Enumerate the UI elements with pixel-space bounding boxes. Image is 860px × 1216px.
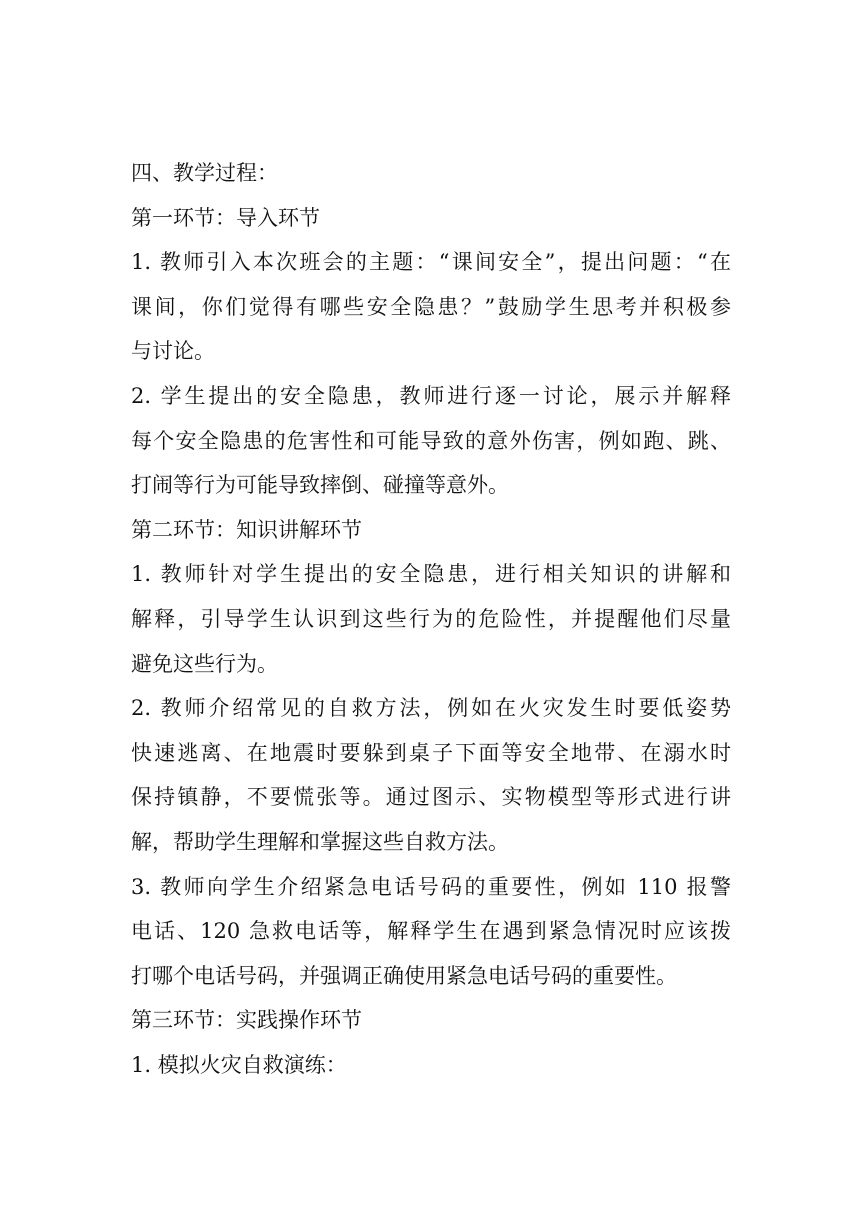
- text-line: 解释，引导学生认识到这些行为的危险性，并提醒他们尽量: [131, 606, 731, 631]
- text-line: 四、教学过程：: [131, 161, 278, 185]
- text-line: 每个安全隐患的危害性和可能导致的意外伤害，例如跑、跳、: [131, 428, 731, 453]
- text-line: 第二环节：知识讲解环节: [131, 517, 362, 542]
- paragraph-3-1: [131, 1043, 731, 1088]
- paragraph-2-2: [131, 686, 731, 864]
- text-line: 解，帮助学生理解和掌握这些自救方法。: [131, 829, 509, 854]
- text-line: 1. 教师引入本次班会的主题：“课间安全”，提出问题：“在: [131, 250, 731, 275]
- text-line: 快速逃离、在地震时要躲到桌子下面等安全地带、在溺水时: [131, 740, 731, 765]
- text-line: 1. 模拟火灾自救演练：: [131, 1052, 347, 1077]
- text-line: 打哪个电话号码，并强调正确使用紧急电话号码的重要性。: [131, 963, 677, 988]
- paragraph-2-3: [131, 865, 731, 999]
- text-line: 第一环节：导入环节: [131, 205, 320, 230]
- text-line: 课间，你们觉得有哪些安全隐患？”鼓励学生思考并积极参: [131, 294, 731, 319]
- section-title-2: [131, 508, 731, 553]
- paragraph-1-1: [131, 240, 731, 374]
- text-line: 与讨论。: [131, 339, 215, 364]
- text-line: 3. 教师向学生介绍紧急电话号码的重要性，例如 110 报警: [131, 874, 731, 899]
- text-line: 1. 教师针对学生提出的安全隐患，进行相关知识的讲解和: [131, 562, 731, 587]
- document-body: [131, 151, 731, 1087]
- text-line: 电话、120 急救电话等，解释学生在遇到紧急情况时应该拨: [131, 919, 731, 944]
- text-line: 保持镇静，不要慌张等。通过图示、实物模型等形式进行讲: [131, 785, 731, 810]
- section-title-3: [131, 998, 731, 1043]
- text-line: 避免这些行为。: [131, 651, 278, 676]
- text-line: 打闹等行为可能导致摔倒、碰撞等意外。: [131, 473, 509, 498]
- section-title-1: [131, 196, 731, 241]
- paragraph-2-1: [131, 552, 731, 686]
- text-line: 2. 学生提出的安全隐患，教师进行逐一讨论，展示并解释: [131, 383, 731, 408]
- heading-teaching-process: [131, 151, 731, 196]
- text-line: 第三环节：实践操作环节: [131, 1008, 362, 1033]
- text-line: 2. 教师介绍常见的自救方法，例如在火灾发生时要低姿势: [131, 696, 731, 721]
- paragraph-1-2: [131, 374, 731, 508]
